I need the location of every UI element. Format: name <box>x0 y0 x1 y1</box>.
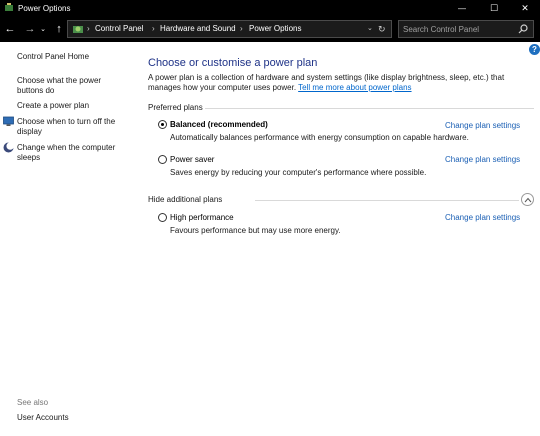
group-divider <box>205 108 534 109</box>
plan-desc-high-performance: Favours performance but may use more energy. <box>170 226 341 235</box>
sleep-moon-icon <box>3 142 14 153</box>
title-bar <box>0 0 540 16</box>
breadcrumb-hardware-and-sound[interactable]: Hardware and Sound <box>160 24 236 33</box>
sidebar-item-create-plan[interactable]: Create a power plan <box>17 101 90 110</box>
chevron-up-icon <box>524 197 532 203</box>
page-title: Choose or customise a power plan <box>148 57 318 69</box>
sidebar-item-turn-off-display[interactable]: Choose when to turn off the display <box>17 117 116 136</box>
left-pane <box>0 42 140 436</box>
forward-button[interactable] <box>23 22 37 36</box>
power-saver-radio[interactable] <box>158 155 167 164</box>
preferred-plans-label: Preferred plans <box>148 103 203 112</box>
sidebar-item-computer-sleeps[interactable]: Change when the computer sleeps <box>17 143 116 162</box>
plan-desc-balanced: Automatically balances performance with energy consumption on capable hardware. <box>170 133 469 142</box>
address-dropdown-icon[interactable]: ⌄ <box>367 25 373 32</box>
maximize-button[interactable] <box>479 0 509 16</box>
page-description <box>148 73 518 93</box>
refresh-icon[interactable]: ↻ <box>378 24 386 34</box>
recent-locations-button[interactable] <box>38 22 48 36</box>
up-button[interactable] <box>52 22 66 36</box>
help-button[interactable] <box>529 44 540 55</box>
control-panel-icon <box>72 23 84 35</box>
minimize-icon: — <box>458 3 466 13</box>
see-also-heading: See also <box>17 398 49 407</box>
close-icon: ✕ <box>521 2 529 13</box>
chevron-down-icon: ⌄ <box>40 26 46 33</box>
maximize-icon: ☐ <box>489 2 499 13</box>
back-arrow-icon: ← <box>4 23 16 35</box>
address-box[interactable] <box>67 20 392 38</box>
description-text: A power plan is a collection of hardware and system settings (like display brightness, sleep, etc.) that manages how your computer uses power. <box>148 73 505 92</box>
minimize-button[interactable] <box>447 0 477 16</box>
collapse-plans-button[interactable] <box>521 193 534 206</box>
plan-desc-power-saver: Saves energy by reducing your computer's performance where possible. <box>170 168 427 177</box>
search-input[interactable] <box>403 23 513 35</box>
forward-arrow-icon: → <box>24 23 36 35</box>
high-performance-radio[interactable] <box>158 213 167 222</box>
close-button[interactable] <box>510 0 540 16</box>
back-button[interactable] <box>3 22 17 36</box>
plan-name-high-performance[interactable]: High performance <box>170 213 234 222</box>
group-divider <box>255 200 519 201</box>
change-plan-settings-balanced[interactable]: Change plan settings <box>445 121 521 130</box>
control-panel-home-link[interactable]: Control Panel Home <box>17 52 90 61</box>
search-box[interactable] <box>398 20 534 38</box>
user-accounts-link[interactable]: User Accounts <box>17 413 69 422</box>
hide-additional-plans-label[interactable]: Hide additional plans <box>148 195 223 204</box>
power-options-icon <box>4 3 14 13</box>
tell-me-more-link[interactable]: Tell me more about power plans <box>298 83 412 92</box>
change-plan-settings-power-saver[interactable]: Change plan settings <box>445 155 521 164</box>
search-icon[interactable] <box>518 24 528 34</box>
help-icon: ? <box>532 45 537 54</box>
address-bar <box>0 16 540 42</box>
change-plan-settings-high-performance[interactable]: Change plan settings <box>445 213 521 222</box>
breadcrumb-control-panel[interactable]: Control Panel <box>95 24 144 33</box>
plan-name-balanced[interactable]: Balanced (recommended) <box>170 120 268 129</box>
sidebar-item-power-buttons[interactable]: Choose what the power buttons do <box>17 76 102 95</box>
balanced-radio[interactable] <box>158 120 167 129</box>
plan-name-power-saver[interactable]: Power saver <box>170 155 215 164</box>
breadcrumb-separator: › <box>87 24 90 33</box>
breadcrumb-separator: › <box>152 24 155 33</box>
breadcrumb-separator: › <box>240 24 243 33</box>
window-title: Power Options <box>18 3 71 13</box>
display-icon <box>3 116 14 127</box>
breadcrumb-power-options[interactable]: Power Options <box>249 24 302 33</box>
up-arrow-icon: ↑ <box>56 23 62 35</box>
